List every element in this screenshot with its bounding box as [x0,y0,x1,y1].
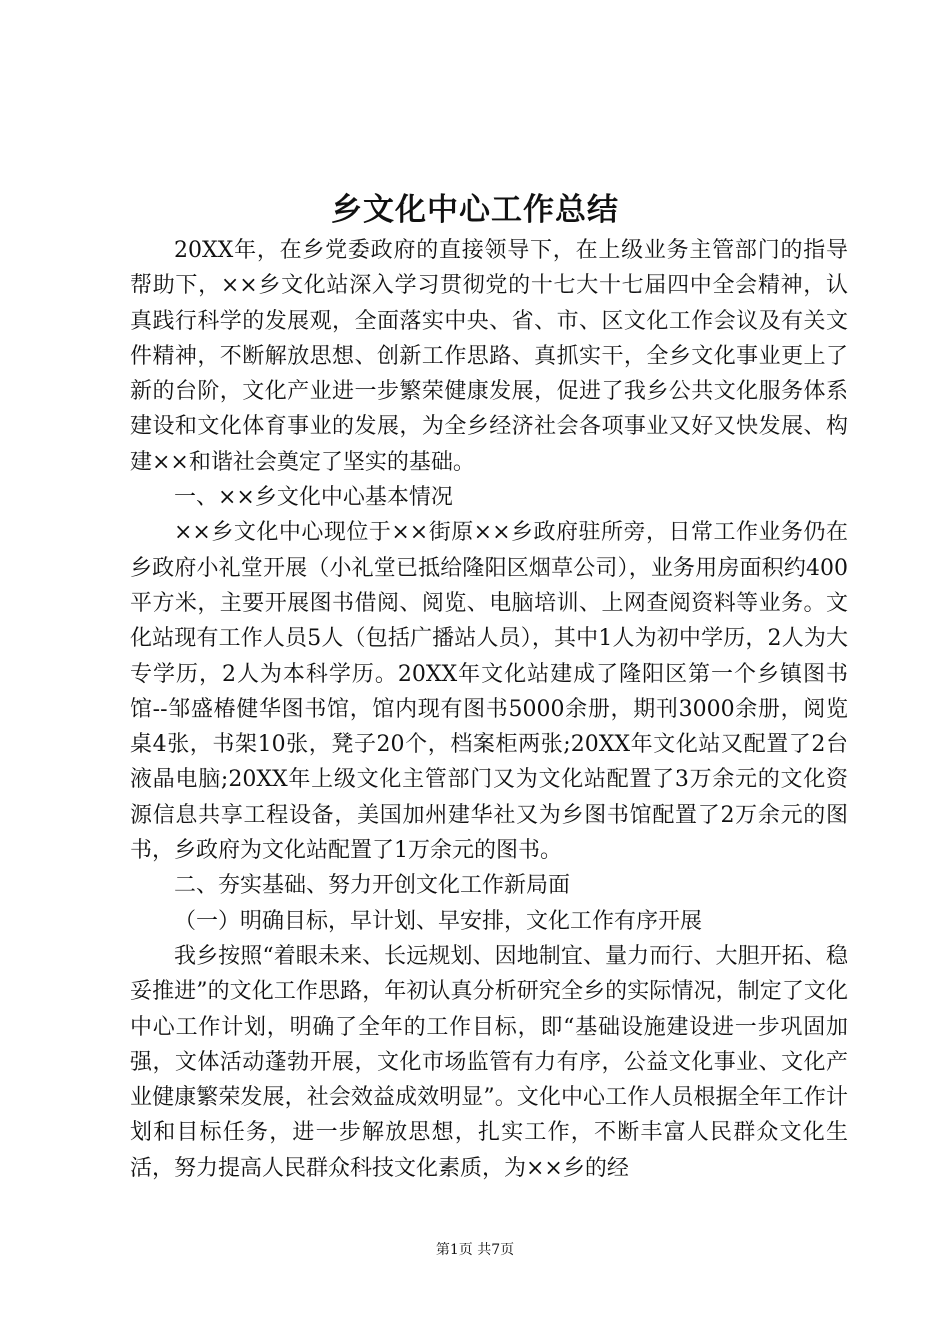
section-heading-2: 二、夯实基础、努力开创文化工作新局面 [174,873,571,899]
subsection-heading-1: （一）明确目标，早计划、早安排，文化工作有序开展 [174,908,703,934]
document-body [130,233,848,1186]
paragraph-intro: 20XX年，在乡党委政府的直接领导下，在上级业务主管部门的指导帮助下，××乡文化站深入学习贯彻党的十七大十七届四中全会精神，认真践行科学的发展观，全面落实中央、省、市、区文化工作会议及有关文件精神，不断解放思想、创新工作思路、真抓实干，全乡文化事业更上了新的台阶，文化产业进一步繁荣健康发展，促进了我乡公共文化服务体系建设和文化体育事业的发展，为全乡经济社会各项事业又好又快发展、构建××和谐社会奠定了坚实的基础。 [130,238,848,475]
section-heading-1: 一、××乡文化中心基本情况 [174,485,453,511]
page-number-footer: 第1页 共7页 [435,1242,515,1258]
paragraph-goals: 我乡按照“着眼未来、长远规划、因地制宜、量力而行、大胆开拓、稳妥推进”的文化工作思路，年初认真分析研究全乡的实际情况，制定了文化中心工作计划，明确了全年的工作目标，即“基础设施建设进一步巩固加强，文体活动蓬勃开展，文化市场监管有力有序，公益文化事业、文化产业健康繁荣发展，社会效益成效明显”。文化中心工作人员根据全年工作计划和目标任务，进一步解放思想，扎实工作，不断丰富人民群众文化生活，努力提高人民群众科技文化素质，为××乡的经 [130,943,848,1181]
paragraph-basic-info: ××乡文化中心现位于××街原××乡政府驻所旁，日常工作业务仍在乡政府小礼堂开展（小礼堂已抵给隆阳区烟草公司），业务用房面积约400平方米，主要开展图书借阅、阅览、电脑培训、上网查阅资料等业务。文化站现有工作人员5人（包括广播站人员），其中1人为初中学历，2人为大专学历，2人为本科学历。20XX年文化站建成了隆阳区第一个乡镇图书馆--邹盛椿健华图书馆，馆内现有图书5000余册，期刊3000余册，阅览桌4张，书架10张，凳子20个，档案柜两张;20XX年文化站又配置了2台液晶电脑;20XX年上级文化主管部门又为文化站配置了3万余元的文化资源信息共享工程设备，美国加州建华社又为乡图书馆配置了2万余元的图书，乡政府为文化站配置了1万余元的图书。 [130,520,848,864]
document-title: 乡文化中心工作总结 [331,192,619,228]
